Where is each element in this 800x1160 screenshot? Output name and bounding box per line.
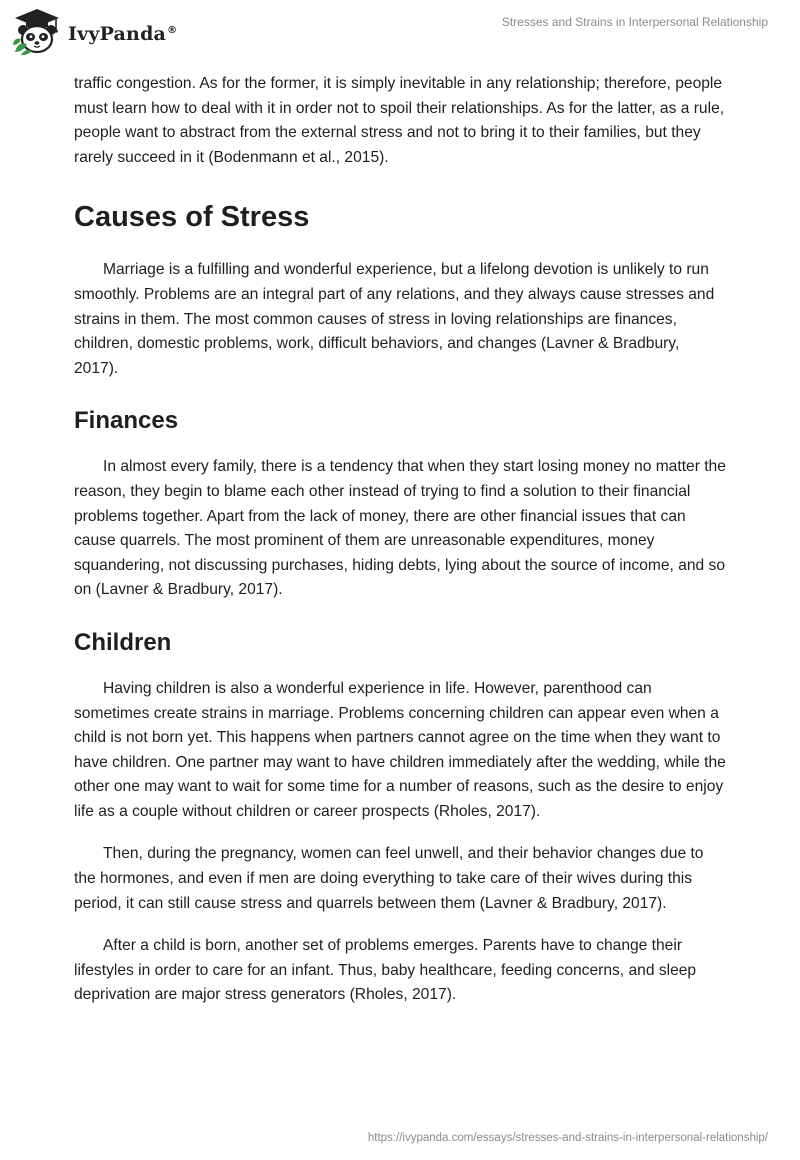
page-header — [0, 0, 800, 66]
causes-of-stress-heading: Causes of Stress — [74, 201, 310, 234]
children-paragraph-1: Having children is also a wonderful experience in life. However, parenthood can sometimes create strains in marriage. Problems concerning children can appear even when a child is not born yet. This happens when partners cannot agree on the time when they want to have children. One partner may want to have children immediately after the wedding, while the other one may want to wait for some time for a number of reasons, such as the desire to enjoy life as a couple without children or career prospects (Rholes, 2017). — [74, 679, 726, 820]
causes-paragraph: Marriage is a fulfilling and wonderful experience, but a lifelong devotion is unlikely to run smoothly. Problems are an integral part of any relations, and they always cause stresses and strains in them. The most common causes of stress in loving relationships are finances, children, domestic problems, work, difficult behaviors, and changes (Lavner & Bradbury, 2017). — [74, 261, 715, 377]
children-paragraph-2: Then, during the pregnancy, women can feel unwell, and their behavior changes due to the hormones, and even if men are doing everything to take care of their wives during this period, it can still cause stress and quarrels between them (Lavner & Bradbury, 2017). — [74, 845, 704, 912]
children-paragraph-3: After a child is born, another set of problems emerges. Parents have to change their lifestyles in order to care for an infant. Thus, baby healthcare, feeding concerns, and sleep deprivation are major stress generators (Rholes, 2017). — [74, 937, 697, 1004]
source-url-link[interactable]: https://ivypanda.com/essays/stresses-and-strains-in-interpersonal-relationship/ — [367, 1132, 768, 1144]
essay-content — [74, 72, 726, 1008]
intro-paragraph: traffic congestion. As for the former, it is simply inevitable in any relationship; therefore, people must learn how to deal with it in order not to spoil their relationships. As for the latter, as a rule, people want to abstract from the external stress and not to bring it to their families, but they rarely succeed in it (Bodenmann et al., 2015). — [74, 75, 725, 166]
panda-graduation-cap-icon — [12, 8, 62, 56]
finances-paragraph: In almost every family, there is a tendency that when they start losing money no matter the reason, they begin to blame each other instead of trying to find a solution to their financial problems together. Apart from the lack of money, there are other financial issues that can cause quarrels. The most prominent of them are unreasonable expenditures, money squandering, not discussing purchases, hiding debts, lying about the source of income, and so on (Lavner & Bradbury, 2017). — [74, 458, 726, 599]
ivypanda-logo[interactable] — [12, 8, 177, 56]
document-title: Stresses and Strains in Interpersonal Relationship — [501, 15, 768, 29]
logo-wordmark: IvyPanda® — [68, 23, 178, 45]
children-heading: Children — [74, 628, 172, 656]
registered-mark: ® — [167, 24, 178, 36]
finances-heading: Finances — [74, 407, 179, 435]
